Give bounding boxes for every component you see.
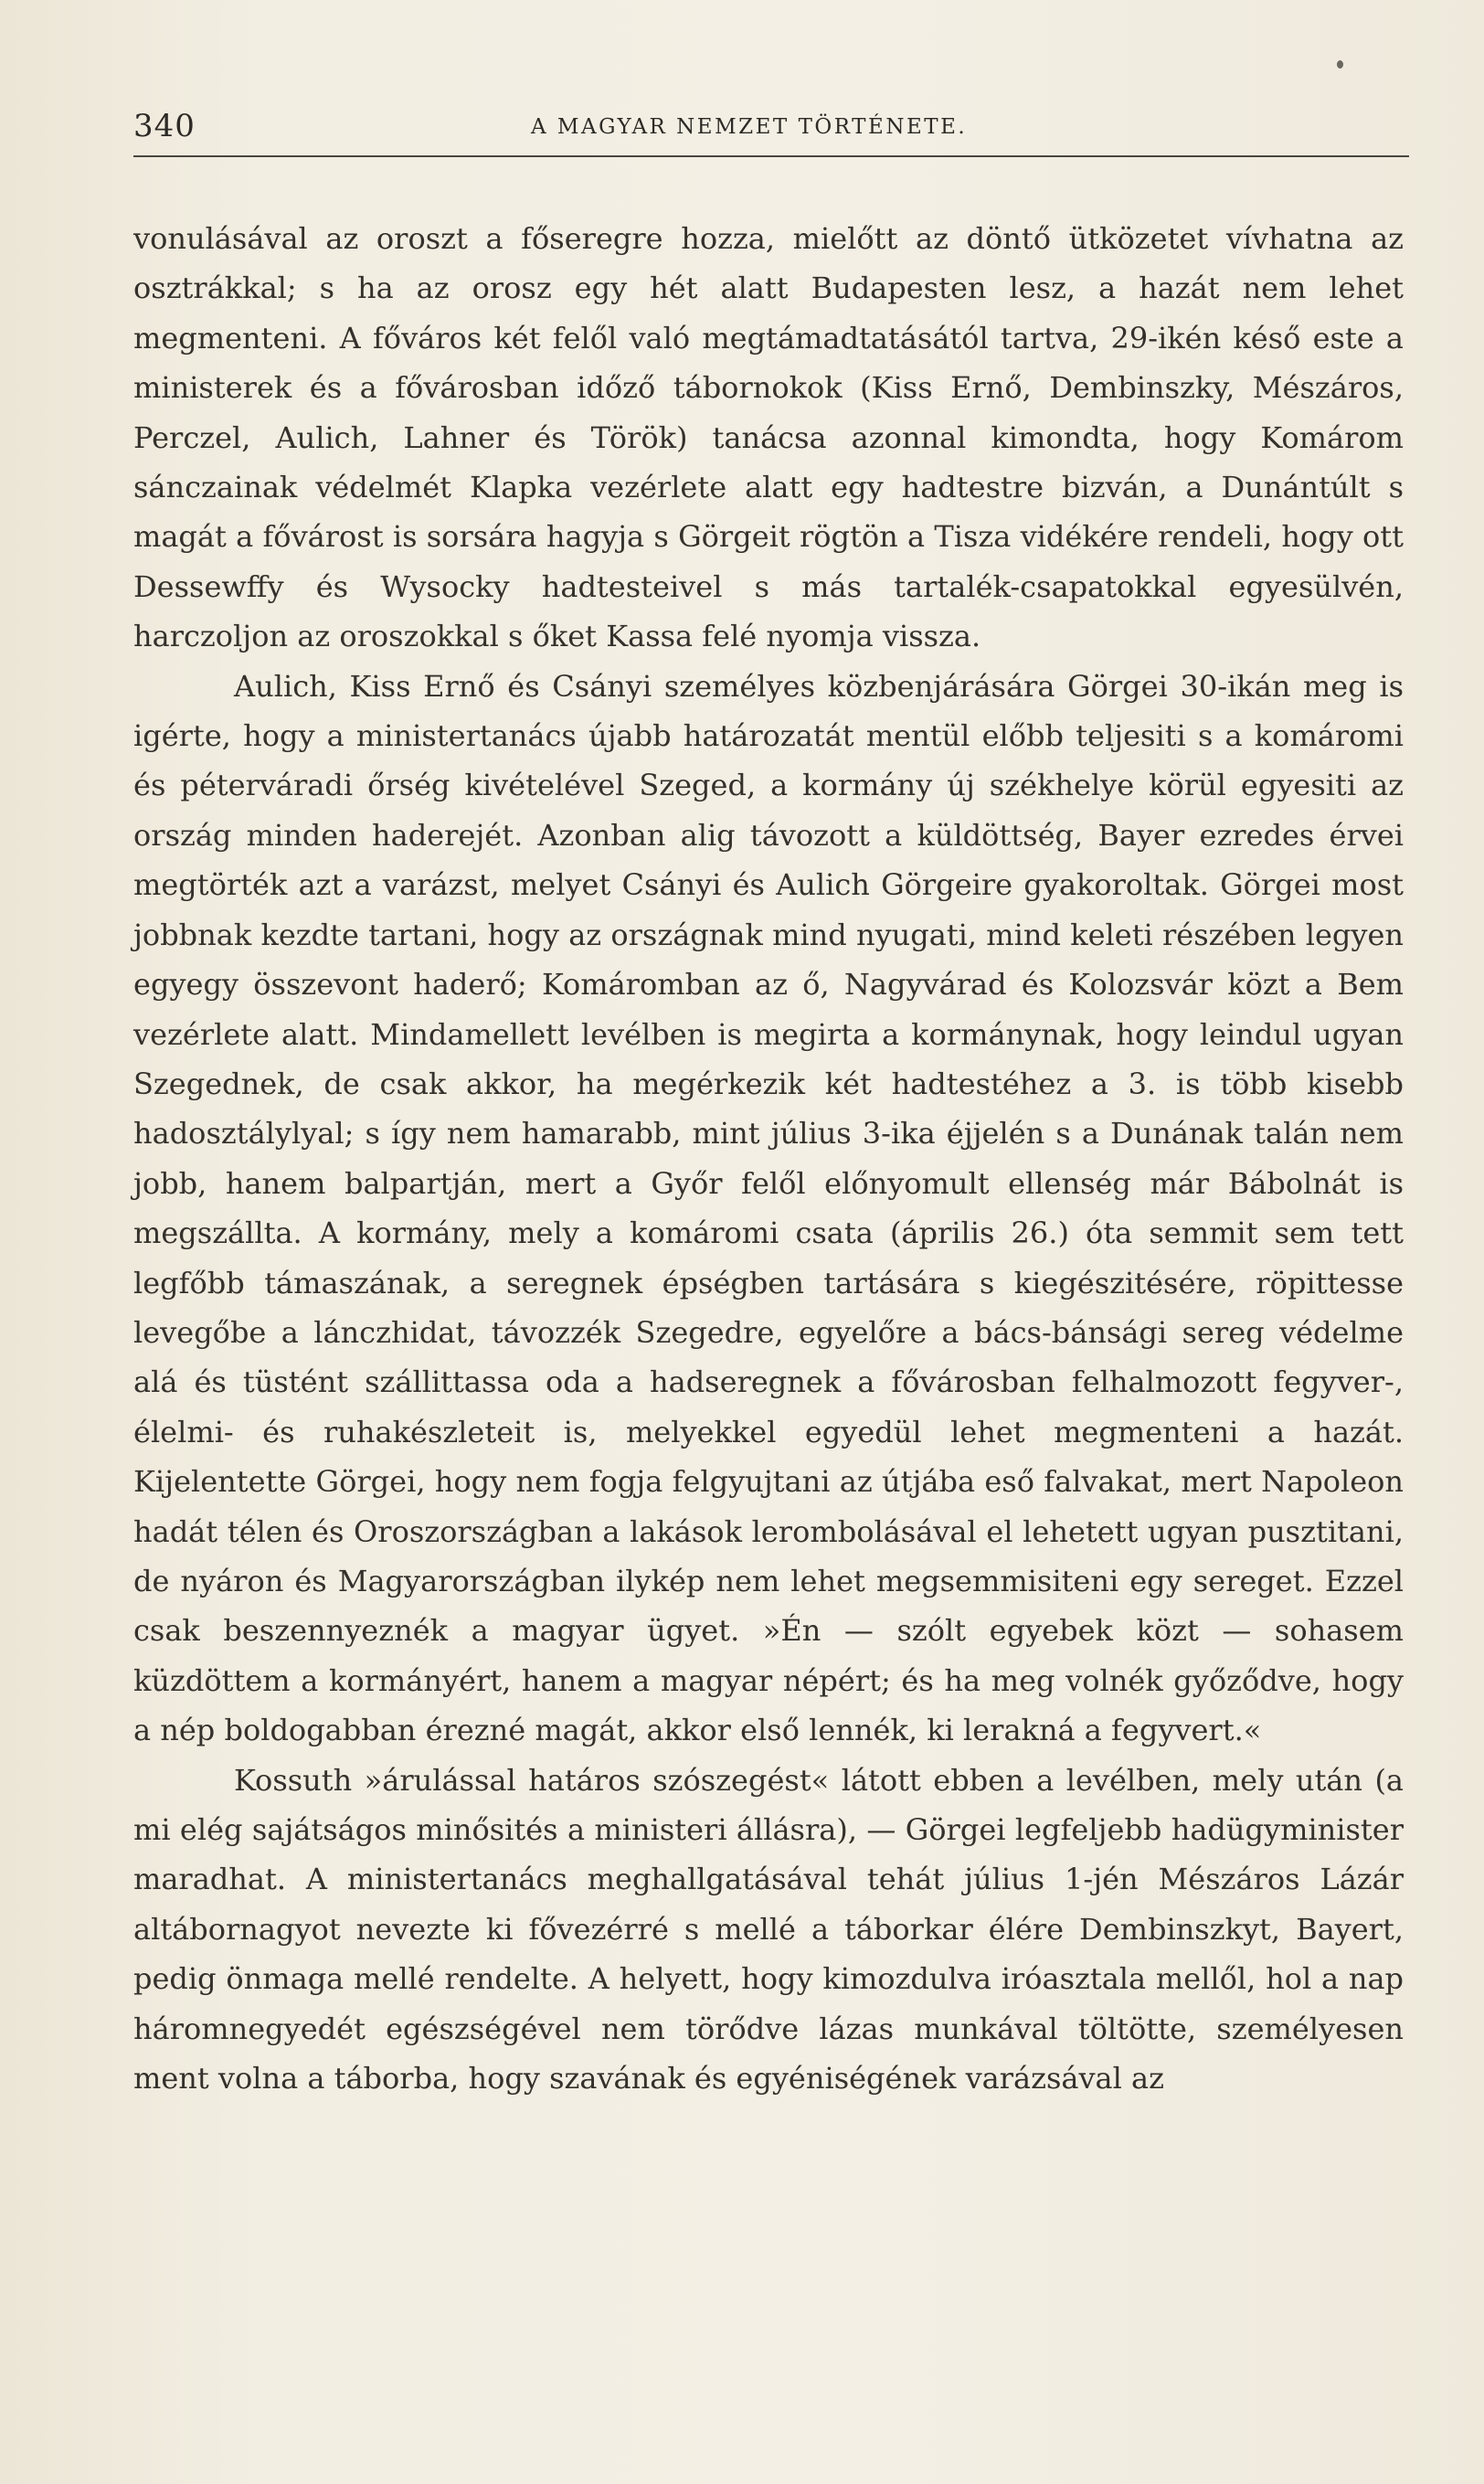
paragraph-kossuth: Kossuth »árulással határos szószegést« látott ebben a levélben, mely után (a mi elég sajátságos minősités a ministeri állásra), — Görgei legfeljebb hadügyminister maradhat. A ministertanács meghallgatásával tehát július 1-jén Mészáros Lázár altábornagyot nevezte ki fővezérré s mellé a táborkar élére Dembinszkyt, Bayert, pedig önmaga mellé rendelte. A helyett, hogy kimozdulva iróasztala mellől, hol a nap háromnegyedét egészségével nem törődve lázas munkával töltötte, személyesen ment volna a táborba, hogy szavának és egyéniségének varázsával az	[133, 1762, 1404, 2097]
print-speck	[1337, 60, 1343, 69]
body-text	[133, 214, 1404, 2103]
paragraph-aulich: Aulich, Kiss Ernő és Csányi személyes közbenjárására Görgei 30-ikán meg is igérte, hogy a ministertanács újabb határozatát mentül előbb teljesiti s a komáromi és péterváradi őrség kivételével Szeged, a kormány új székhelye körül egyesiti az ország minden haderejét. Azonban alig távozott a küldöttség, Bayer ezredes érvei megtörték azt a varázst, melyet Csányi és Aulich Görgeire gyakoroltak. Görgei most jobbnak kezdte tartani, hogy az országnak mind nyugati, mind keleti részében legyen egyegy összevont haderő; Komáromban az ő, Nagyvárad és Kolozsvár közt a Bem vezérlete alatt. Mindamellett levélben is megirta a kormánynak, hogy leindul ugyan Szegednek, de csak akkor, ha megérkezik két hadtestéhez a 3. is több kisebb hadosztálylyal; s így nem hamarabb, mint július 3-ika éjjelén s a Dunának talán nem jobb, hanem balpartján, mert a Győr felől előnyomult ellenség már Bábolnát is megszállta. A kormány, mely a komáromi csata (április 26.) óta semmit sem tett legfőbb támaszának, a seregnek épségben tartására s kiegészitésére, röpittesse levegőbe a lánczhidat, távozzék Szegedre, egyelőre a bács-bánsági sereg védelme alá és tüstént szállittassa oda a hadseregnek a fővárosban felhalmozott fegyver-, élelmi- és ruhakészleteit is, melyekkel egyedül lehet megmenteni a hazát. Kijelentette Görgei, hogy nem fogja felgyujtani az útjába eső falvakat, mert Napoleon hadát télen és Oroszországban a lakások lerombolásával el lehetett ugyan pusztitani, de nyáron és Magyarországban ilykép nem lehet megsemmisiteni egy sereget. Ezzel csak beszennyeznék a magyar ügyet. »Én — szólt egyebek közt — sohasem küzdöttem a kormányért, hanem a magyar népért; és ha meg volnék győződve, hogy a nép boldogabban érezné magát, akkor első lennék, ki lerakná a fegyvert.«	[133, 668, 1404, 1748]
paragraph-continued: vonulásával az oroszt a főseregre hozza, mielőtt az döntő ütközetet vívhatna az osztrákkal; s ha az orosz egy hét alatt Budapesten lesz, a hazát nem lehet megmenteni. A főváros két felől való megtámadtatásától tartva, 29-ikén késő este a ministerek és a fővárosban időző tábornokok (Kiss Ernő, Dembinszky, Mészáros, Perczel, Aulich, Lahner és Török) tanácsa azonnal kimondta, hogy Komárom sánczainak védelmét Klapka vezérlete alatt egy hadtestre bizván, a Dunántúlt s magát a fővárost is sorsára hagyja s Görgeit rögtön a Tisza vidékére rendeli, hogy ott Dessewffy és Wysocky hadtesteivel s más tartalék-csapatokkal egyesülvén, harczoljon az oroszokkal s őket Kassa felé nyomja vissza.	[133, 221, 1404, 654]
page-number: 340	[133, 108, 196, 144]
page-header	[133, 108, 1404, 155]
header-rule	[133, 155, 1409, 157]
running-title: A MAGYAR NEMZET TÖRTÉNETE.	[531, 115, 968, 139]
